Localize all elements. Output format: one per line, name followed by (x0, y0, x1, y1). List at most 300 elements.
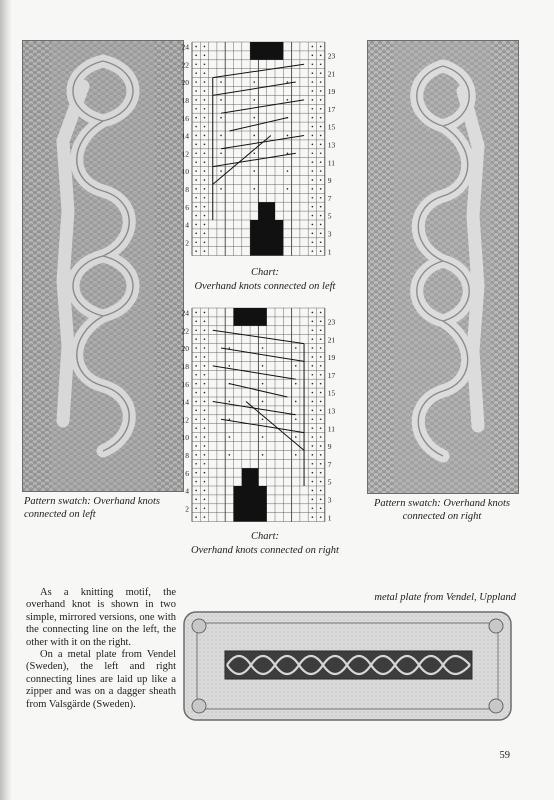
purl-stitch (204, 55, 206, 57)
purl-stitch (204, 224, 206, 226)
purl-stitch (204, 152, 206, 154)
purl-stitch (312, 170, 314, 172)
row-number: 11 (327, 424, 336, 434)
purl-stitch (320, 81, 322, 83)
row-number: 7 (327, 459, 332, 469)
purl-stitch (320, 338, 322, 340)
purl-stitch (220, 99, 222, 101)
row-number: 5 (327, 211, 332, 221)
row-number: 22 (181, 60, 189, 70)
purl-stitch (312, 312, 314, 314)
row-number: 1 (327, 513, 332, 523)
purl-stitch (320, 72, 322, 74)
cable-block (234, 486, 267, 522)
purl-stitch (312, 472, 314, 474)
purl-stitch (320, 197, 322, 199)
purl-stitch (312, 401, 314, 403)
purl-stitch (262, 347, 264, 349)
purl-stitch (312, 463, 314, 465)
row-number: 4 (185, 220, 189, 230)
purl-stitch (195, 436, 197, 438)
purl-stitch (220, 81, 222, 83)
row-number: 19 (327, 87, 336, 97)
purl-stitch (320, 46, 322, 48)
purl-stitch (295, 418, 297, 420)
purl-stitch (195, 152, 197, 154)
purl-stitch (320, 90, 322, 92)
purl-stitch (204, 374, 206, 376)
body-text (26, 587, 176, 711)
row-number: 23 (327, 51, 336, 61)
purl-stitch (229, 401, 231, 403)
purl-stitch (204, 206, 206, 208)
purl-stitch (204, 63, 206, 65)
page-number: 59 (499, 750, 510, 761)
knitting-chart-left (172, 40, 354, 262)
purl-stitch (204, 170, 206, 172)
purl-stitch (204, 427, 206, 429)
row-number: 3 (327, 229, 332, 239)
purl-stitch (195, 63, 197, 65)
purl-stitch (312, 427, 314, 429)
purl-stitch (195, 215, 197, 217)
row-number: 14 (181, 131, 189, 141)
purl-stitch (295, 401, 297, 403)
row-number: 21 (327, 69, 336, 79)
purl-stitch (195, 507, 197, 509)
purl-stitch (320, 472, 322, 474)
purl-stitch (253, 135, 255, 137)
purl-stitch (320, 481, 322, 483)
purl-stitch (312, 161, 314, 163)
chart-caption-title: Overhand knots connected on left (194, 281, 336, 292)
purl-stitch (320, 490, 322, 492)
purl-stitch (320, 117, 322, 119)
purl-stitch (204, 81, 206, 83)
purl-stitch (312, 99, 314, 101)
swatch-photo-right (367, 40, 519, 494)
purl-stitch (204, 135, 206, 137)
purl-stitch (195, 72, 197, 74)
purl-stitch (320, 233, 322, 235)
purl-stitch (262, 365, 264, 367)
purl-stitch (295, 383, 297, 385)
swatch-caption-left: Pattern swatch: Overhand knots connected on left (24, 496, 160, 520)
purl-stitch (204, 401, 206, 403)
row-number: 13 (327, 406, 336, 416)
purl-stitch (312, 117, 314, 119)
purl-stitch (204, 72, 206, 74)
purl-stitch (195, 401, 197, 403)
purl-stitch (320, 499, 322, 501)
purl-stitch (253, 81, 255, 83)
purl-stitch (204, 179, 206, 181)
row-number: 20 (181, 344, 189, 354)
cable-block (250, 42, 283, 60)
row-number: 3 (327, 495, 332, 505)
row-number: 4 (185, 486, 189, 496)
purl-stitch (312, 490, 314, 492)
purl-stitch (195, 383, 197, 385)
purl-stitch (320, 126, 322, 128)
purl-stitch (320, 63, 322, 65)
row-number: 5 (327, 477, 332, 487)
purl-stitch (195, 135, 197, 137)
purl-stitch (220, 152, 222, 154)
chart-caption-title: Overhand knots connected on right (191, 545, 339, 556)
purl-stitch (320, 250, 322, 252)
purl-stitch (287, 99, 289, 101)
row-number: 10 (181, 167, 189, 177)
purl-stitch (320, 206, 322, 208)
cable-block (242, 468, 259, 486)
purl-stitch (195, 374, 197, 376)
purl-stitch (195, 392, 197, 394)
purl-stitch (262, 418, 264, 420)
purl-stitch (204, 499, 206, 501)
row-number: 23 (327, 317, 336, 327)
row-number: 9 (327, 442, 332, 452)
purl-stitch (312, 374, 314, 376)
purl-stitch (204, 436, 206, 438)
purl-stitch (320, 99, 322, 101)
purl-stitch (195, 108, 197, 110)
purl-stitch (312, 507, 314, 509)
purl-stitch (204, 99, 206, 101)
purl-stitch (195, 241, 197, 243)
row-number: 15 (327, 388, 336, 398)
plate-caption: metal plate from Vendel, Uppland (374, 592, 516, 603)
purl-stitch (195, 224, 197, 226)
purl-stitch (320, 365, 322, 367)
purl-stitch (320, 135, 322, 137)
purl-stitch (320, 108, 322, 110)
purl-stitch (195, 410, 197, 412)
purl-stitch (204, 356, 206, 358)
row-number: 17 (327, 104, 336, 114)
purl-stitch (195, 179, 197, 181)
purl-stitch (195, 481, 197, 483)
row-number: 19 (327, 353, 336, 363)
swatch-photo-left (22, 40, 184, 492)
row-number: 14 (181, 397, 189, 407)
row-number: 18 (181, 95, 189, 105)
purl-stitch (253, 117, 255, 119)
purl-stitch (312, 152, 314, 154)
purl-stitch (204, 463, 206, 465)
purl-stitch (320, 241, 322, 243)
purl-stitch (195, 99, 197, 101)
purl-stitch (195, 233, 197, 235)
purl-stitch (262, 401, 264, 403)
purl-stitch (320, 507, 322, 509)
purl-stitch (229, 418, 231, 420)
purl-stitch (320, 55, 322, 57)
purl-stitch (312, 72, 314, 74)
purl-stitch (312, 179, 314, 181)
purl-stitch (320, 401, 322, 403)
purl-stitch (287, 135, 289, 137)
row-number: 1 (327, 247, 332, 257)
cable-block (258, 202, 275, 220)
purl-stitch (312, 224, 314, 226)
chart-caption-label: Chart: (250, 531, 279, 542)
row-number: 16 (181, 379, 189, 389)
row-number: 9 (327, 176, 332, 186)
purl-stitch (195, 312, 197, 314)
purl-stitch (229, 436, 231, 438)
purl-stitch (312, 454, 314, 456)
purl-stitch (320, 436, 322, 438)
purl-stitch (195, 445, 197, 447)
purl-stitch (312, 135, 314, 137)
purl-stitch (262, 383, 264, 385)
purl-stitch (253, 188, 255, 190)
purl-stitch (195, 197, 197, 199)
purl-stitch (320, 356, 322, 358)
purl-stitch (195, 356, 197, 358)
purl-stitch (320, 427, 322, 429)
purl-stitch (195, 81, 197, 83)
purl-stitch (204, 108, 206, 110)
purl-stitch (320, 374, 322, 376)
purl-stitch (195, 365, 197, 367)
purl-stitch (253, 170, 255, 172)
purl-stitch (195, 117, 197, 119)
purl-stitch (195, 499, 197, 501)
purl-stitch (312, 46, 314, 48)
purl-stitch (320, 418, 322, 420)
purl-stitch (253, 152, 255, 154)
purl-stitch (320, 516, 322, 518)
metal-plate-illustration (183, 611, 512, 721)
row-number: 16 (181, 113, 189, 123)
purl-stitch (295, 347, 297, 349)
purl-stitch (320, 445, 322, 447)
purl-stitch (253, 99, 255, 101)
chart-caption-right (165, 530, 365, 558)
purl-stitch (312, 55, 314, 57)
page-gutter-shadow (0, 0, 12, 800)
purl-stitch (204, 454, 206, 456)
paragraph-1: As a knitting motif, the overhand knot is shown in two simple, mirrored versions, one with the connecting line on the left, the other with it on the right. (26, 587, 176, 648)
swatch-caption-right: Pattern swatch: Overhand knots connected on right (374, 498, 510, 522)
purl-stitch (312, 108, 314, 110)
purl-stitch (195, 338, 197, 340)
purl-stitch (204, 383, 206, 385)
purl-stitch (320, 152, 322, 154)
purl-stitch (204, 418, 206, 420)
purl-stitch (320, 312, 322, 314)
purl-stitch (312, 241, 314, 243)
purl-stitch (312, 188, 314, 190)
purl-stitch (312, 250, 314, 252)
purl-stitch (312, 321, 314, 323)
purl-stitch (204, 445, 206, 447)
purl-stitch (204, 490, 206, 492)
purl-stitch (312, 499, 314, 501)
row-number: 20 (181, 78, 189, 88)
purl-stitch (287, 152, 289, 154)
purl-stitch (195, 55, 197, 57)
purl-stitch (312, 356, 314, 358)
purl-stitch (312, 215, 314, 217)
purl-stitch (195, 161, 197, 163)
purl-stitch (195, 170, 197, 172)
purl-stitch (295, 365, 297, 367)
purl-stitch (204, 250, 206, 252)
purl-stitch (195, 516, 197, 518)
row-number: 8 (185, 184, 189, 194)
purl-stitch (195, 126, 197, 128)
purl-stitch (195, 188, 197, 190)
purl-stitch (320, 347, 322, 349)
purl-stitch (195, 90, 197, 92)
paragraph-2: On a metal plate from Vendel (Sweden), the left and right connecting lines are laid up like a zipper and was on a dagger sheath from Valsgärde (Sweden). (26, 649, 176, 710)
purl-stitch (262, 436, 264, 438)
purl-stitch (320, 170, 322, 172)
purl-stitch (312, 347, 314, 349)
purl-stitch (220, 170, 222, 172)
purl-stitch (312, 126, 314, 128)
purl-stitch (204, 481, 206, 483)
purl-stitch (312, 410, 314, 412)
purl-stitch (204, 215, 206, 217)
purl-stitch (312, 418, 314, 420)
purl-stitch (220, 188, 222, 190)
purl-stitch (204, 117, 206, 119)
purl-stitch (204, 197, 206, 199)
row-number: 17 (327, 370, 336, 380)
purl-stitch (320, 392, 322, 394)
purl-stitch (204, 338, 206, 340)
purl-stitch (204, 144, 206, 146)
knitting-chart-right (172, 306, 354, 528)
purl-stitch (312, 365, 314, 367)
purl-stitch (312, 206, 314, 208)
purl-stitch (204, 516, 206, 518)
row-number: 12 (181, 415, 189, 425)
purl-stitch (195, 46, 197, 48)
purl-stitch (195, 321, 197, 323)
purl-stitch (195, 144, 197, 146)
purl-stitch (229, 365, 231, 367)
purl-stitch (204, 90, 206, 92)
row-number: 24 (181, 308, 189, 318)
purl-stitch (312, 383, 314, 385)
purl-stitch (204, 161, 206, 163)
row-number: 12 (181, 149, 189, 159)
chart-caption-label: Chart: (250, 267, 279, 278)
row-number: 15 (327, 122, 336, 132)
purl-stitch (312, 516, 314, 518)
chart-caption-left (165, 266, 365, 294)
purl-stitch (195, 329, 197, 331)
purl-stitch (204, 312, 206, 314)
row-number: 2 (185, 238, 189, 248)
cable-block (234, 308, 267, 326)
purl-stitch (195, 250, 197, 252)
purl-stitch (195, 418, 197, 420)
purl-stitch (204, 126, 206, 128)
purl-stitch (220, 135, 222, 137)
purl-stitch (320, 144, 322, 146)
purl-stitch (195, 463, 197, 465)
row-number: 8 (185, 450, 189, 460)
purl-stitch (312, 481, 314, 483)
purl-stitch (320, 329, 322, 331)
purl-stitch (312, 144, 314, 146)
row-number: 18 (181, 361, 189, 371)
purl-stitch (195, 427, 197, 429)
purl-stitch (204, 410, 206, 412)
purl-stitch (312, 63, 314, 65)
purl-stitch (320, 410, 322, 412)
purl-stitch (287, 81, 289, 83)
purl-stitch (204, 329, 206, 331)
purl-stitch (204, 507, 206, 509)
purl-stitch (229, 347, 231, 349)
purl-stitch (320, 224, 322, 226)
purl-stitch (204, 188, 206, 190)
purl-stitch (220, 117, 222, 119)
purl-stitch (204, 392, 206, 394)
purl-stitch (320, 454, 322, 456)
purl-stitch (195, 454, 197, 456)
purl-stitch (262, 454, 264, 456)
purl-stitch (312, 436, 314, 438)
purl-stitch (312, 90, 314, 92)
purl-stitch (287, 170, 289, 172)
purl-stitch (312, 392, 314, 394)
purl-stitch (312, 445, 314, 447)
purl-stitch (312, 197, 314, 199)
purl-stitch (295, 454, 297, 456)
purl-stitch (195, 472, 197, 474)
purl-stitch (195, 206, 197, 208)
row-number: 13 (327, 140, 336, 150)
purl-stitch (204, 365, 206, 367)
row-number: 10 (181, 433, 189, 443)
purl-stitch (204, 233, 206, 235)
purl-stitch (195, 490, 197, 492)
purl-stitch (295, 436, 297, 438)
purl-stitch (312, 233, 314, 235)
row-number: 2 (185, 504, 189, 514)
row-number: 6 (185, 202, 189, 212)
purl-stitch (312, 338, 314, 340)
purl-stitch (320, 215, 322, 217)
row-number: 24 (181, 42, 189, 52)
cable-block (250, 220, 283, 256)
purl-stitch (320, 188, 322, 190)
purl-stitch (312, 329, 314, 331)
purl-stitch (320, 383, 322, 385)
purl-stitch (320, 321, 322, 323)
purl-stitch (204, 321, 206, 323)
row-number: 11 (327, 158, 336, 168)
row-number: 7 (327, 193, 332, 203)
purl-stitch (204, 472, 206, 474)
purl-stitch (204, 46, 206, 48)
row-number: 6 (185, 468, 189, 478)
purl-stitch (229, 454, 231, 456)
row-number: 21 (327, 335, 336, 345)
purl-stitch (320, 179, 322, 181)
purl-stitch (204, 241, 206, 243)
purl-stitch (195, 347, 197, 349)
purl-stitch (204, 347, 206, 349)
